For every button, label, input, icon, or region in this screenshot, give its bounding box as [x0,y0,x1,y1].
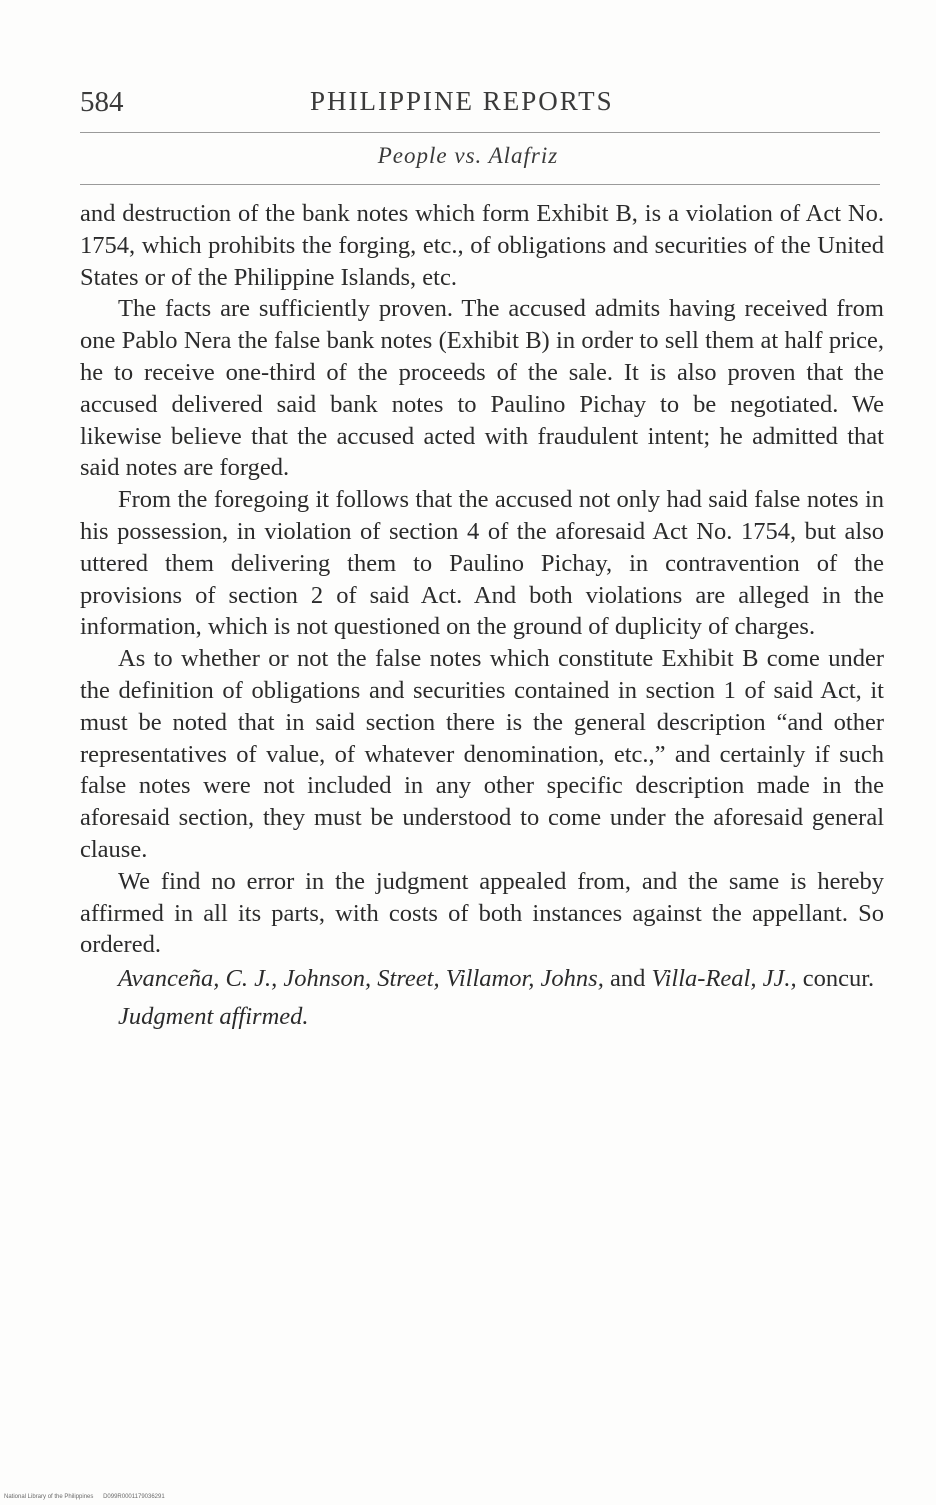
paragraph-facts: The facts are sufficiently proven. The accused admits having received from one Pablo Nera the false bank notes (Exhibit B) in order to sell them at half price, he to receive one-third of the proceeds of the sale. It is also proven that the accused delivered said bank notes to Paulino Pichay to be negotiated. We likewise believe that the accused acted with fraudulent intent; he admitted that said notes are forged. [80,295,884,482]
paragraph-violations: From the foregoing it follows that the accused not only had said false notes in his possession, in violation of section 4 of the aforesaid Act No. 1754, but also uttered them delivering them to Paulino Pichay, in contravention of the provisions of section 2 of said Act. And both violations are alleged in the information, which is not questioned on the ground of duplicity of charges. [80,486,884,641]
disposition: Judgment affirmed. [118,1002,309,1030]
concurrence-tail: concur. [796,965,875,993]
library-name: National Library of the Philippines [4,1494,94,1500]
running-title: PHILIPPINE REPORTS [310,86,614,116]
decision-body [80,198,884,1033]
page-number: 584 [80,86,124,118]
scan-footer [4,1494,173,1500]
paragraph-ruling: We find no error in the judgment appealed from, and the same is hereby affirmed in all its parts, with costs of both instances against the appellant. So ordered. [80,867,884,959]
concurring-justices: Avanceña, C. J., Johnson, Street, Villamor, Johns, [118,965,604,993]
header-rule-bottom [80,184,880,185]
concurring-justices-2: Villa-Real, JJ., [651,965,797,993]
case-title: People vs. Alafriz [377,143,559,168]
concurrence-line [80,963,884,995]
paragraph-definition: As to whether or not the false notes which constitute Exhibit B come under the definition of obligations and securities contained in section 1 of said Act, it must be noted that in said section there is the general description “and other representatives of value, of whatever denomination, etc.,” and certainly if such false notes were not included in any other specific description made in the aforesaid section, they must be understood to come under the aforesaid general clause. [80,645,884,863]
page-header [80,86,880,126]
concurrence-and: and [603,965,652,993]
header-rule-top [80,132,880,133]
scan-code: D099R0001179036291 [103,1494,165,1500]
paragraph-continuation: and destruction of the bank notes which form Exhibit B, is a violation of Act No. 1754, which prohibits the forging, etc., of obligations and securities of the United States or of the Philippine Islands, etc. [80,200,884,291]
